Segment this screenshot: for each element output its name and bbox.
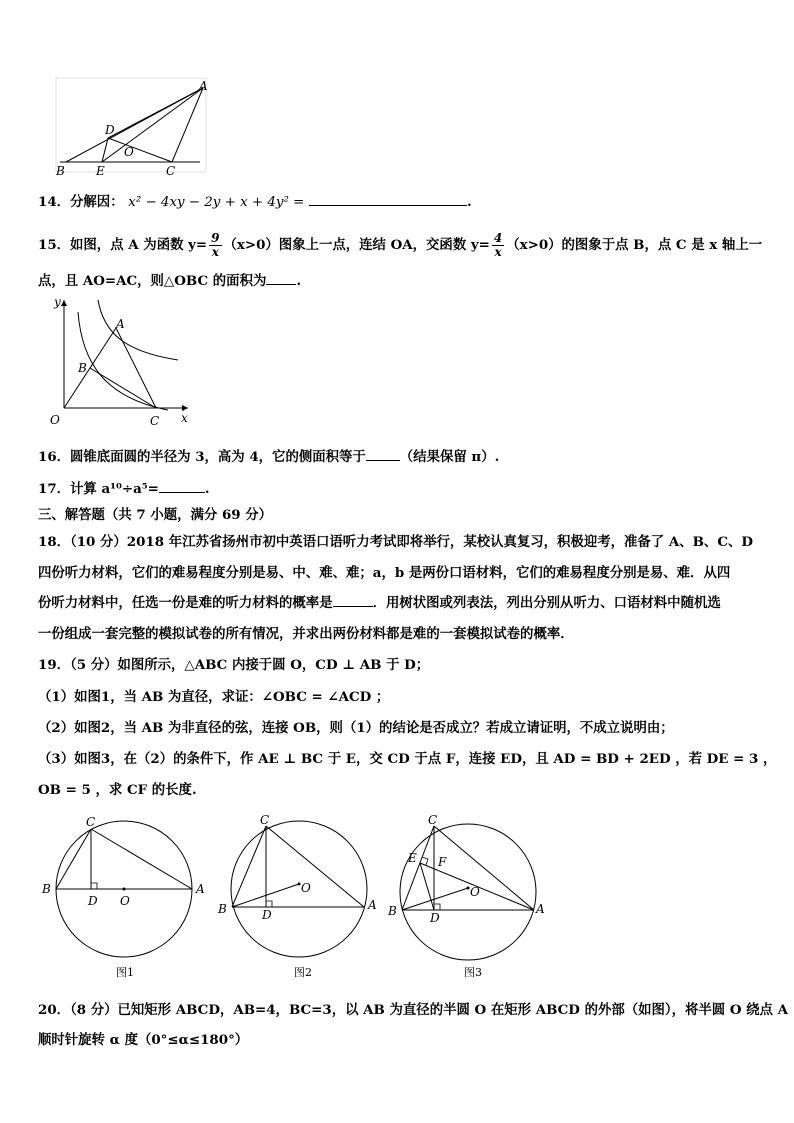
label-A: A	[199, 79, 208, 93]
question-19-line4: （3）如图3，在（2）的条件下，作 AE ⊥ BC 于 E，交 CD 于点 F，连接 ED，且 AD = BD + 2ED ，若 DE = 3 ，	[38, 751, 777, 767]
caption-fig3: 图3	[464, 966, 482, 979]
question-19-line3: （2）如图2，当 AB 为非直径的弦，连接 OB，则（1）的结论是否成立？若成立请证明，不成立说明由；	[38, 720, 674, 736]
figure-q15-graph	[36, 294, 196, 430]
label-y-axis: y	[54, 295, 61, 309]
q16-answer-blank[interactable]	[366, 448, 400, 461]
question-14	[38, 193, 472, 212]
label-F: F	[438, 855, 447, 869]
question-18-line1: 18．（10 分）2018 年江苏省扬州市初中英语口语听力考试即将举行，某校认真复习，积极迎考，准备了 A、B、C、D	[38, 534, 753, 550]
label-A: A	[536, 902, 545, 916]
question-19-line2: （1）如图1，当 AB 为直径，求证：∠OBC = ∠ACD ；	[38, 689, 390, 705]
question-18-line2: 四份听力材料，它们的难易程度分别是易、中、难、难；a，b 是两份口语材料，它们的难易程度分别是易、难．从四	[38, 565, 731, 581]
label-D: D	[105, 123, 115, 137]
q15-text-b: （x>0）图象上一点，连结 OA，交函数 y=	[223, 237, 490, 253]
caption-fig1: 图1	[116, 966, 134, 979]
frac2-den: x	[494, 245, 502, 259]
label-O: O	[50, 413, 60, 427]
label-O: O	[124, 145, 134, 159]
label-B: B	[42, 882, 51, 896]
q15-fraction-9-over-x	[209, 232, 221, 259]
label-C: C	[86, 815, 96, 829]
frac1-num: 9	[211, 231, 220, 245]
question-20-line2: 顺时针旋转 α 度（0°≤α≤180°）	[38, 1032, 249, 1048]
label-C: C	[260, 813, 270, 827]
question-18-line4: 一份组成一套完整的模拟试卷的所有情况，并求出两份材料都是难的一套模拟试卷的概率．	[38, 626, 574, 642]
figure-19-2	[214, 812, 384, 984]
label-A: A	[368, 898, 377, 912]
label-B: B	[388, 904, 397, 918]
label-A: A	[116, 317, 125, 331]
figure-top-triangle	[50, 76, 220, 178]
question-15-line1	[38, 232, 762, 259]
question-17	[38, 480, 210, 498]
question-18-line3	[38, 594, 721, 612]
caption-fig2: 图2	[294, 966, 312, 979]
label-O: O	[301, 881, 311, 895]
q15-text-a: 15．如图，点 A 为函数 y=	[38, 237, 208, 253]
label-C: C	[428, 813, 438, 827]
label-B: B	[78, 361, 87, 375]
figure-19-1	[36, 812, 216, 984]
q17-answer-blank[interactable]	[159, 480, 205, 493]
q15-fraction-4-over-x	[492, 232, 504, 259]
q17-text: 17．计算 a¹⁰÷a⁵=	[38, 481, 159, 497]
label-O: O	[120, 894, 130, 908]
q17-end: .	[204, 481, 210, 497]
question-16	[38, 448, 499, 466]
q15-line2-text: 点，且 AO=AC，则△OBC 的面积为	[38, 273, 267, 289]
question-19-line1: 19．（5 分）如图所示，△ABC 内接于圆 O，CD ⊥ AB 于 D；	[38, 657, 430, 673]
label-D: D	[262, 908, 272, 922]
question-19-line5: OB = 5 ，求 CF 的长度.	[38, 782, 197, 798]
section-3-title: 三、解答题（共 7 小题，满分 69 分）	[38, 507, 273, 523]
label-O: O	[470, 885, 480, 899]
label-x-axis: x	[181, 411, 188, 425]
label-C: C	[166, 164, 176, 178]
label-D: D	[88, 894, 98, 908]
q15-text-c: （x>0）的图象于点 B，点 C 是 x 轴上一	[506, 237, 763, 253]
q16-text: 16．圆锥底面圆的半径为 3，高为 4，它的侧面积等于	[38, 449, 366, 465]
label-B: B	[218, 902, 227, 916]
q14-answer-blank[interactable]	[309, 193, 467, 206]
q14-number: 14．	[38, 194, 71, 210]
frac2-num: 4	[493, 231, 503, 245]
figure-19-3	[384, 812, 554, 984]
q18-line3-b: ．用树状图或列表法，列出分别从听力、口语材料中随机选	[372, 595, 721, 611]
frac1-den: x	[211, 245, 219, 259]
label-C: C	[150, 414, 160, 428]
question-15-line2	[38, 272, 301, 290]
label-E: E	[96, 164, 105, 178]
q15-answer-blank[interactable]	[266, 272, 296, 285]
q16-end: （结果保留 π）.	[399, 449, 500, 465]
q14-end: .	[467, 194, 472, 210]
q18-answer-blank[interactable]	[333, 594, 373, 607]
q14-stem: 分解因：	[70, 194, 124, 210]
label-A: A	[196, 882, 205, 896]
label-D: D	[430, 911, 440, 925]
question-20-line1: 20．（8 分）已知矩形 ABCD，AB=4，BC=3，以 AB 为直径的半圆 O 在矩形 ABCD 的外部（如图），将半圆 O 绕点 A	[38, 1002, 788, 1018]
q15-end: .	[296, 273, 302, 289]
label-E: E	[408, 851, 417, 865]
label-B: B	[56, 164, 65, 178]
q14-expression: x² − 4xy − 2y + x + 4y² =	[128, 195, 305, 210]
q18-line3-a: 份听力材料中，任选一份是难的听力材料的概率是	[38, 595, 333, 611]
